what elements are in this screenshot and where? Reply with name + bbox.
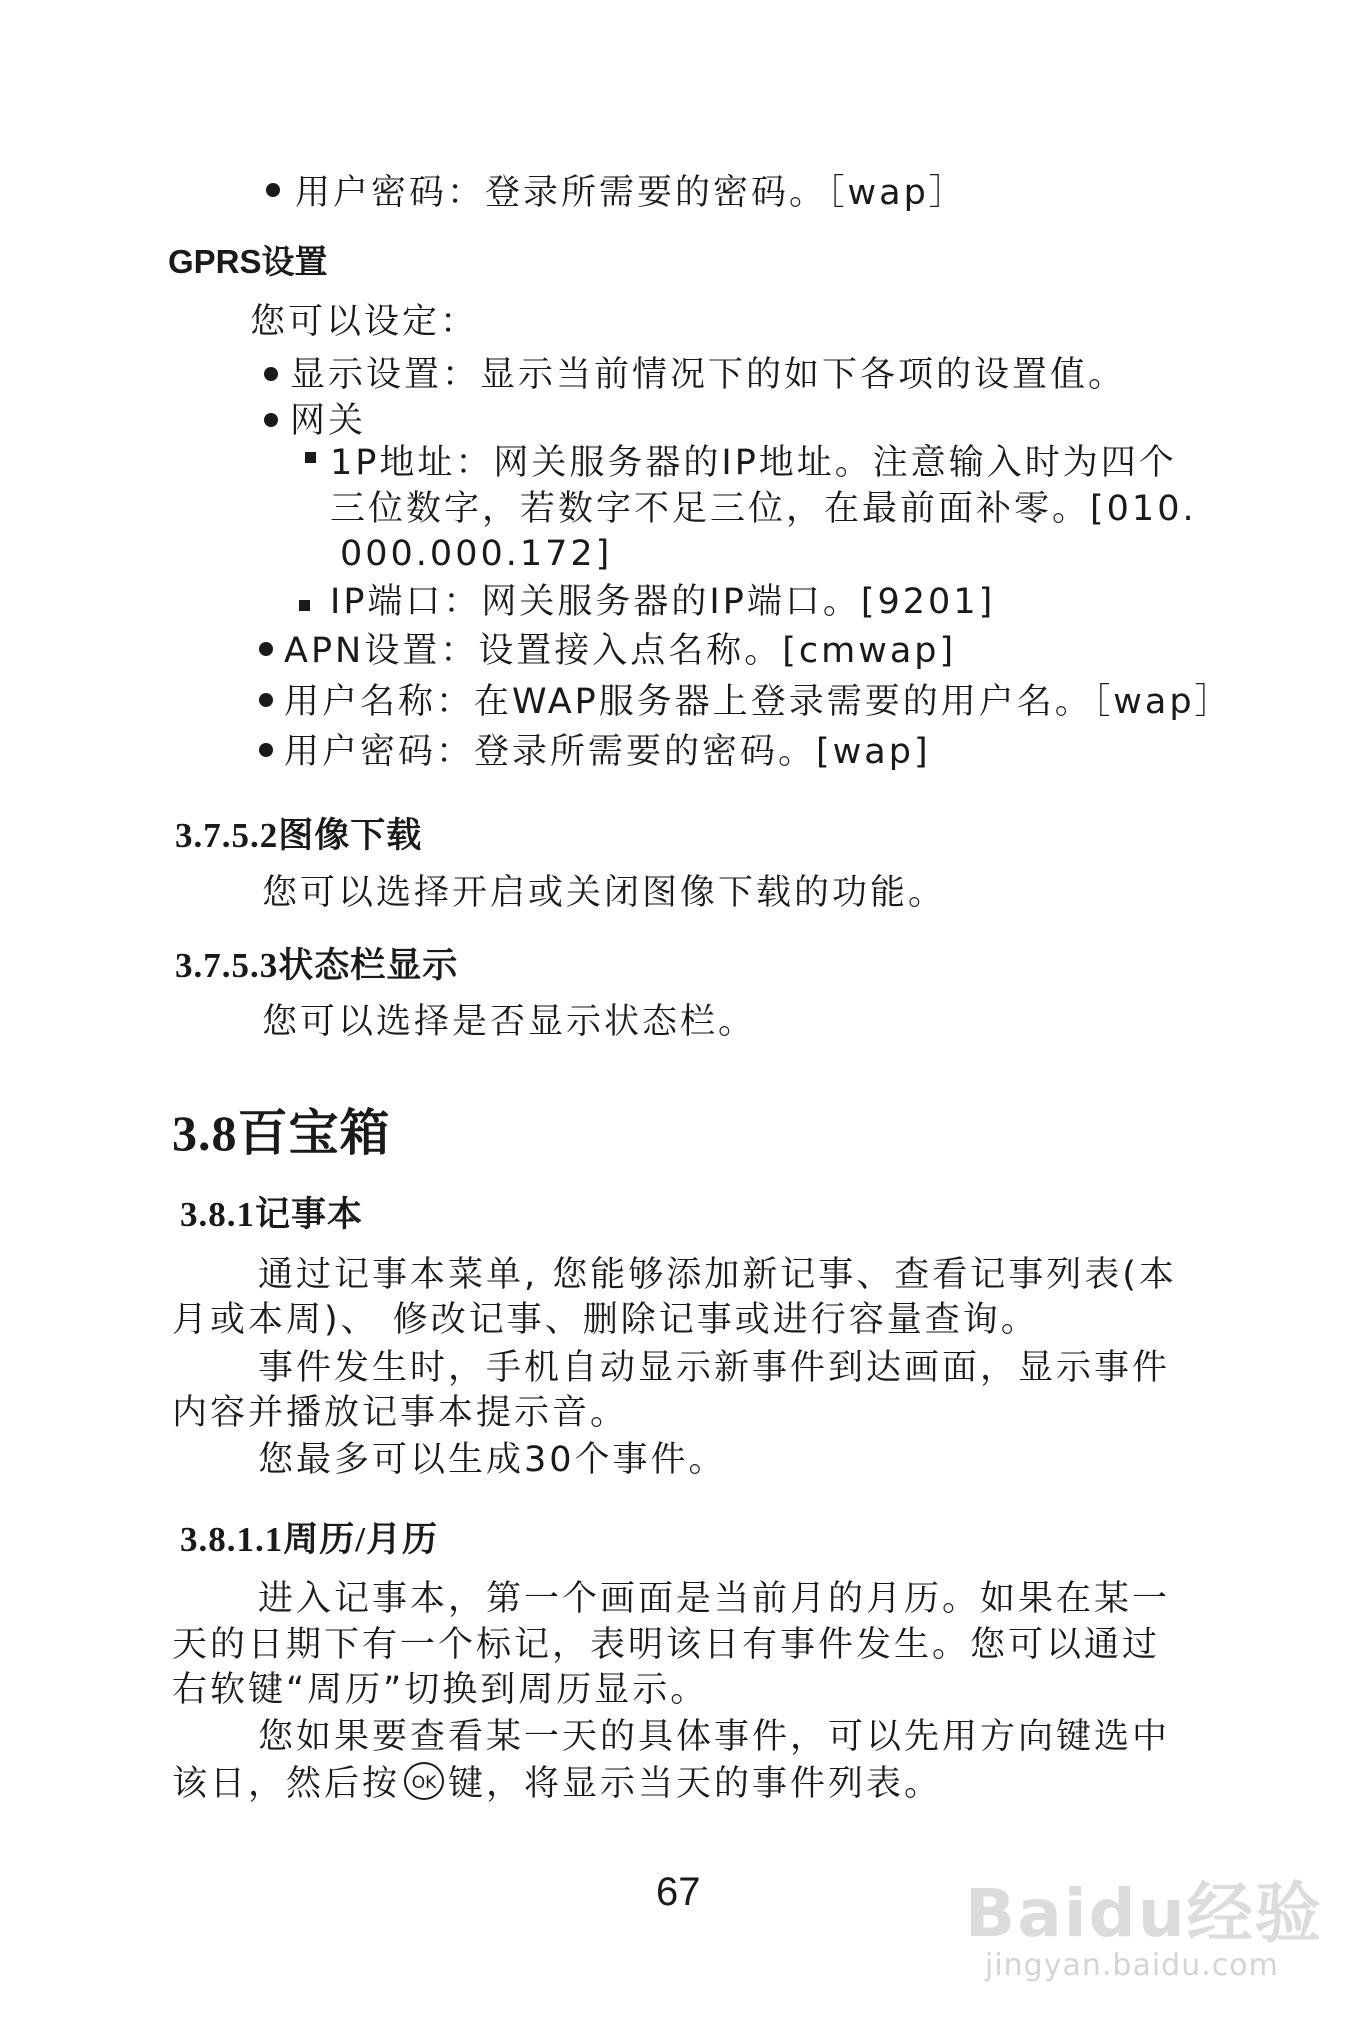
username-item: 用户名称：在WAP服务器上登录需要的用户名。［wap］	[284, 682, 1233, 722]
notepad-para-3: 您最多可以生成30个事件。	[258, 1440, 727, 1480]
display-setting-item: 显示设置：显示当前情况下的如下各项的设置值。	[290, 355, 1127, 395]
bullet-icon	[266, 183, 280, 197]
bullet-icon	[264, 413, 278, 427]
password-item: 用户密码：登录所需要的密码。[wap]	[284, 732, 931, 772]
bullet-icon	[259, 743, 273, 757]
calendar-para-2-line-2-end: 键，将显示当天的事件列表。	[448, 1764, 943, 1804]
section-3-7-5-3-heading: 3.7.5.3状态栏显示	[175, 946, 459, 985]
password-item-top: 用户密码：登录所需要的密码。［wap］	[295, 173, 967, 213]
watermark-logo: Baidu经验	[965, 1875, 1323, 1952]
bullet-icon	[259, 693, 273, 707]
gprs-intro: 您可以设定：	[250, 302, 479, 342]
calendar-para-2-line-1: 您如果要查看某一天的具体事件，可以先用方向键选中	[258, 1717, 1171, 1757]
section-3-7-5-2-text: 您可以选择开启或关闭图像下载的功能。	[262, 873, 947, 913]
notepad-para-2-line-2: 内容并播放记事本提示音。	[172, 1393, 629, 1433]
bullet-icon	[264, 367, 278, 381]
notepad-para-1-line-2: 月或本周)、 修改记事、删除记事或进行容量查询。	[172, 1300, 1039, 1340]
section-3-7-5-2-heading: 3.7.5.2图像下载	[175, 816, 423, 855]
calendar-para-1-line-1: 进入记事本，第一个画面是当前月的月历。如果在某一	[258, 1579, 1171, 1619]
section-3-8-heading: 3.8百宝箱	[172, 1105, 391, 1161]
page-number: 67	[656, 1870, 701, 1914]
square-bullet-icon	[305, 452, 316, 463]
ip-port-item: IP端口：网关服务器的IP端口。[9201]	[330, 582, 996, 622]
bullet-icon	[259, 642, 273, 656]
ip-address-line-1: 1P地址：网关服务器的IP地址。注意输入时为四个	[330, 443, 1177, 483]
section-3-8-1-heading: 3.8.1记事本	[180, 1195, 364, 1234]
gateway-item: 网关	[290, 401, 367, 441]
calendar-para-1-line-3: 右软键“周历”切换到周历显示。	[172, 1670, 709, 1710]
calendar-para-2-line-2-start: 该日，然后按	[172, 1764, 401, 1804]
notepad-para-1-line-1: 通过记事本菜单, 您能够添加新记事、查看记事列表(本	[258, 1255, 1177, 1295]
notepad-para-2-line-1: 事件发生时，手机自动显示新事件到达画面，显示事件	[258, 1348, 1171, 1388]
square-bullet-icon	[299, 600, 310, 611]
ip-address-line-2: 三位数字，若数字不足三位，在最前面补零。[010.	[330, 489, 1197, 529]
ip-address-line-3: 000.000.172]	[340, 534, 613, 574]
calendar-para-2-line-2	[172, 1766, 942, 1804]
section-3-8-1-1-heading: 3.8.1.1周历/月历	[180, 1520, 438, 1559]
calendar-para-1-line-2: 天的日期下有一个标记，表明该日有事件发生。您可以通过	[172, 1625, 1161, 1665]
watermark-url: jingyan.baidu.com	[985, 1948, 1279, 1983]
apn-item: APN设置：设置接入点名称。[cmwap]	[284, 631, 957, 671]
ok-key-icon: OK	[404, 1762, 444, 1800]
section-3-7-5-3-text: 您可以选择是否显示状态栏。	[262, 1002, 757, 1042]
gprs-heading: GPRS设置	[168, 243, 328, 280]
